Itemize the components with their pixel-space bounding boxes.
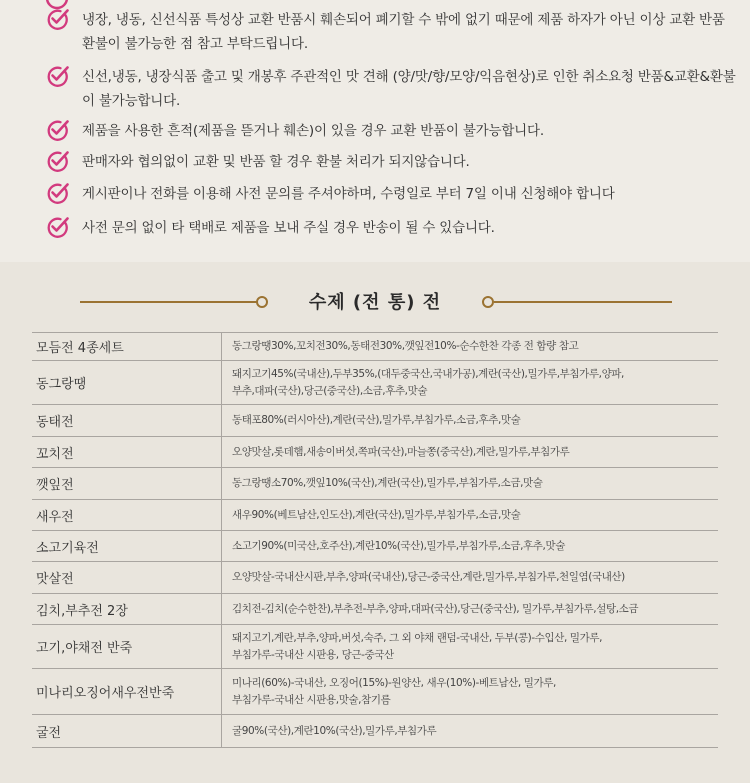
dish-ingredients bbox=[222, 500, 719, 531]
notice-item-text: 냉장, 냉동, 신선식품 특성상 교환 반품시 훼손되어 폐기할 수 밖에 없기 때문에 제품 하자가 아닌 이상 교환 반품 환불이 불가능한 점 참고 부탁드립니다. bbox=[82, 12, 725, 52]
dish-ingredients bbox=[222, 405, 719, 437]
section-title: 수제 (전 통) 전 bbox=[308, 292, 442, 313]
ingredient-line: 김치전-김치(순수한찬),부추전-부추,양파,대파(국산),당근(중국산), 밀가루,부침가루,설탕,소금 bbox=[232, 602, 639, 615]
dish-name: 동태전 bbox=[32, 405, 222, 437]
dish-ingredients bbox=[222, 531, 719, 562]
check-circle-icon bbox=[46, 65, 70, 87]
ingredient-line: 미나리(60%)-국내산, 오징어(15%)-원양산, 새우(10%)-베트남산, 밀가루, bbox=[232, 676, 556, 689]
dish-name: 모듬전 4종세트 bbox=[32, 333, 222, 361]
ingredient-line: 부침가루-국내산 시판용,맛술,참기름 bbox=[232, 693, 391, 706]
table-row bbox=[32, 437, 718, 468]
check-circle-icon bbox=[46, 119, 70, 141]
dish-name: 고기,야채전 반죽 bbox=[32, 625, 222, 669]
dish-ingredients bbox=[222, 468, 719, 500]
ingredient-line: 새우90%(베트남산,인도산),계란(국산),밀가루,부침가루,소금,맛술 bbox=[232, 508, 521, 521]
section-title-bar bbox=[0, 286, 750, 318]
return-policy-notice bbox=[0, 0, 750, 262]
ingredient-line: 오양맛살-국내산시판,부추,양파(국내산),당근-중국산,계란,밀가루,부침가루,천일염(국내산) bbox=[232, 571, 625, 583]
dish-name: 미나리오징어새우전반죽 bbox=[32, 669, 222, 715]
dish-ingredients bbox=[222, 333, 719, 361]
dish-ingredients bbox=[222, 715, 719, 748]
ingredient-line: 소고기90%(미국산,호주산),계란10%(국산),밀가루,부침가루,소금,후추,맛술 bbox=[232, 539, 565, 552]
dish-name: 굴전 bbox=[32, 715, 222, 748]
dish-ingredients bbox=[222, 669, 719, 715]
notice-item bbox=[46, 216, 740, 240]
table-row bbox=[32, 333, 718, 361]
check-circle-icon bbox=[46, 150, 70, 172]
dish-ingredients bbox=[222, 594, 719, 625]
table-row bbox=[32, 531, 718, 562]
notice-item-text: 게시판이나 전화를 이용해 사전 문의를 주셔야하며, 수령일로 부터 7일 이내 신청해야 합니다 bbox=[82, 186, 615, 202]
dish-name: 김치,부추전 2장 bbox=[32, 594, 222, 625]
ingredient-line: 동그랑땡30%,꼬치전30%,동태전30%,깻잎전10%-순수한찬 각종 전 함량 참고 bbox=[232, 340, 579, 352]
dish-name: 새우전 bbox=[32, 500, 222, 531]
dish-name: 소고기육전 bbox=[32, 531, 222, 562]
check-circle-icon bbox=[46, 182, 70, 204]
notice-item-text: 사전 문의 없이 타 택배로 제품을 보내 주실 경우 반송이 될 수 있습니다. bbox=[82, 220, 495, 236]
ingredient-line: 돼지고기,계란,부추,양파,버섯,숙주, 그 외 야채 랜덤-국내산, 두부(콩)-수입산, 밀가루, bbox=[232, 631, 603, 644]
notice-item bbox=[46, 119, 740, 143]
ingredient-line: 동그랑땡소70%,깻잎10%(국산),계란(국산),밀가루,부침가루,소금,맛술 bbox=[232, 477, 543, 489]
notice-item-text: 신선,냉동, 냉장식품 출고 및 개봉후 주관적인 맛 견해 (양/맛/향/모양/익음현상)로 인한 취소요청 반품&교환&환불이 불가능합니다. bbox=[82, 69, 736, 109]
notice-item bbox=[46, 150, 740, 174]
notice-item-text: 제품을 사용한 흔적(제품을 뜯거나 훼손)이 있을 경우 교환 반품이 불가능합니다. bbox=[82, 123, 544, 139]
table-row bbox=[32, 468, 718, 500]
notice-item bbox=[46, 8, 740, 56]
check-circle-icon bbox=[46, 216, 70, 238]
table-row bbox=[32, 625, 718, 669]
ingredient-line: 부침가루-국내산 시판용, 당근-중국산 bbox=[232, 648, 394, 661]
ingredient-line: 돼지고기45%(국내산),두부35%,(대두중국산,국내가공),계란(국산),밀가루,부침가루,양파, bbox=[232, 367, 624, 380]
dish-name: 깻잎전 bbox=[32, 468, 222, 500]
table-row bbox=[32, 562, 718, 594]
dish-ingredients bbox=[222, 361, 719, 405]
ingredient-line: 굴90%(국산),계란10%(국산),밀가루,부침가루 bbox=[232, 724, 437, 737]
dish-name: 꼬치전 bbox=[32, 437, 222, 468]
menu-ingredients-section bbox=[0, 262, 750, 783]
dish-name: 동그랑땡 bbox=[32, 361, 222, 405]
notice-item bbox=[46, 65, 740, 113]
dish-ingredients bbox=[222, 437, 719, 468]
dish-ingredients bbox=[222, 625, 719, 669]
dish-name: 맛살전 bbox=[32, 562, 222, 594]
dish-ingredients bbox=[222, 562, 719, 594]
notice-item bbox=[46, 182, 740, 206]
notice-item-text: 판매자와 협의없이 교환 및 반품 할 경우 환불 처리가 되지않습니다. bbox=[82, 154, 470, 170]
table-row bbox=[32, 500, 718, 531]
table-row bbox=[32, 594, 718, 625]
ingredient-line: 오양맛살,롯데햄,새송이버섯,쪽파(국산),마늘쫑(중국산),계란,밀가루,부침가루 bbox=[232, 445, 570, 458]
table-row bbox=[32, 361, 718, 405]
table-row bbox=[32, 715, 718, 748]
ingredient-line: 부추,대파(국산),당근(중국산),소금,후추,맛술 bbox=[232, 384, 428, 397]
ingredients-table bbox=[32, 332, 718, 748]
check-circle-icon bbox=[46, 8, 70, 30]
table-row bbox=[32, 669, 718, 715]
table-row bbox=[32, 405, 718, 437]
ingredient-line: 동태포80%(러시아산),계란(국산),밀가루,부침가루,소금,후추,맛술 bbox=[232, 414, 521, 426]
